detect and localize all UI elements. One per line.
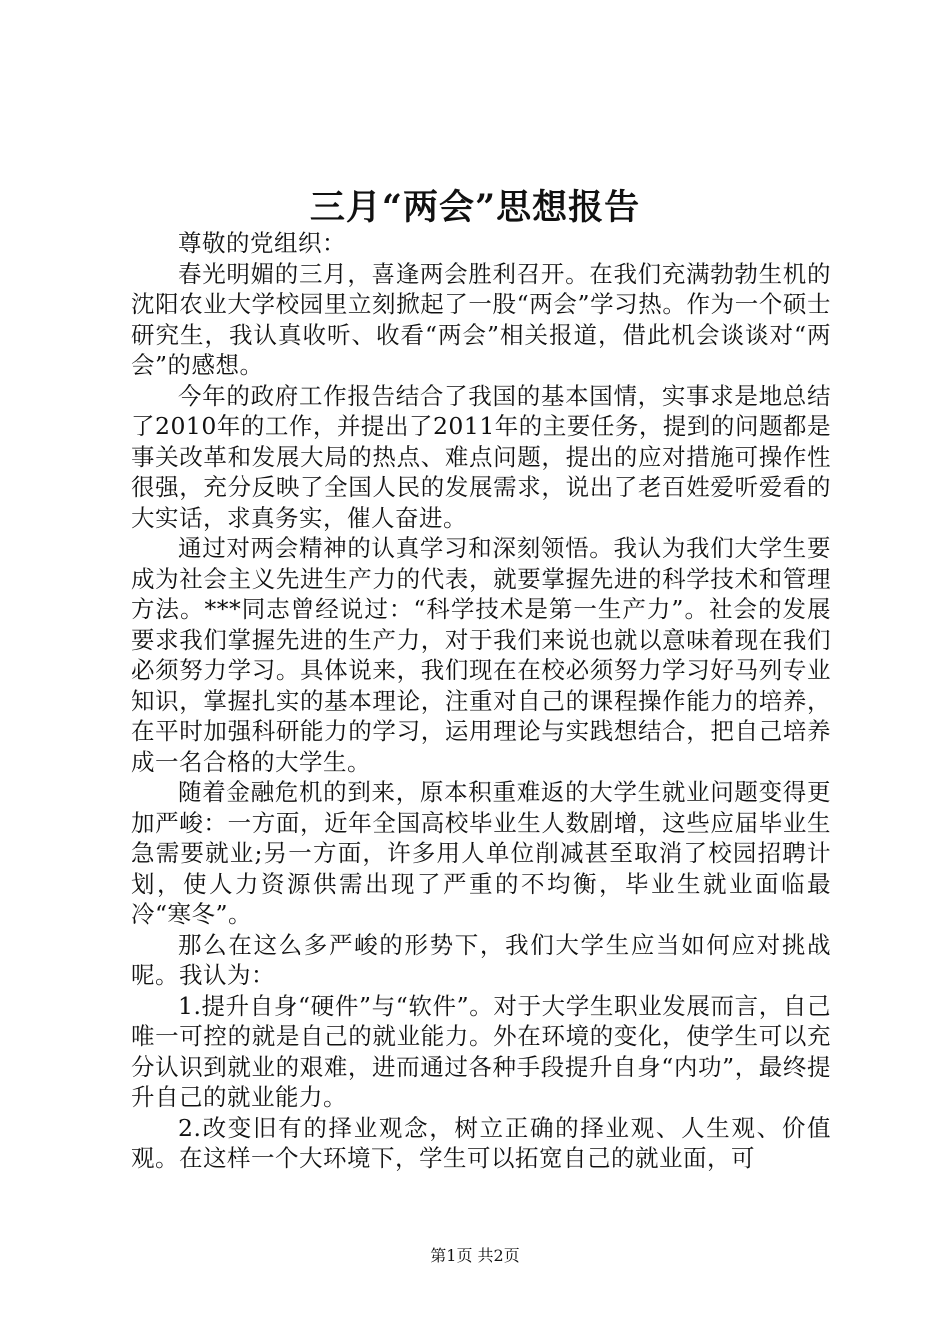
document-title: 三月“两会”思想报告: [309, 187, 641, 228]
paragraph-challenge-question: 那么在这么多严峻的形势下，我们大学生应当如何应对挑战呢。我认为：: [131, 930, 831, 989]
salutation: 尊敬的党组织：: [178, 229, 346, 257]
paragraph-study-reflection: 通过对两会精神的认真学习和深刻领悟。我认为我们大学生要成为社会主义先进生产力的代表，就要掌握先进的科学技术和管理方法。***同志曾经说过：“科学技术是第一生产力”。社会的发展要求我们掌握先进的生产力，对于我们来说也就以意味着现在我们必须努力学习。具体说来，我们现在在校必须努力学习好马列专业知识，掌握扎实的基本理论，注重对自己的课程操作能力的培养，在平时加强科研能力的学习，运用理论与实践想结合，把自己培养成一名合格的大学生。: [131, 534, 831, 776]
paragraph-intro: 春光明媚的三月，喜逢两会胜利召开。在我们充满勃勃生机的沈阳农业大学校园里立刻掀起了一股“两会”学习热。作为一个硕士研究生，我认真收听、收看“两会”相关报道，借此机会谈谈对“两会”的感想。: [131, 259, 831, 379]
paragraph-point-2: 2.改变旧有的择业观念，树立正确的择业观、人生观、价值观。在这样一个大环境下，学生可以拓宽自己的就业面，可: [131, 1113, 831, 1172]
paragraph-point-1: 1.提升自身“硬件”与“软件”。对于大学生职业发展而言，自己唯一可控的就是自己的就业能力。外在环境的变化，使学生可以充分认识到就业的艰难，进而通过各种手段提升自身“内功”，最终提升自己的就业能力。: [131, 991, 831, 1111]
paragraph-government-report: 今年的政府工作报告结合了我国的基本国情，实事求是地总结了2010年的工作，并提出了2011年的主要任务，提到的问题都是事关改革和发展大局的热点、难点问题，提出的应对措施可操作性很强，充分反映了全国人民的发展需求，说出了老百姓爱听爱看的大实话，求真务实，催人奋进。: [131, 381, 831, 532]
page-footer: 第1页 共2页: [430, 1246, 520, 1265]
document-body: [131, 228, 831, 1174]
paragraph-employment-situation: 随着金融危机的到来，原本积重难返的大学生就业问题变得更加严峻：一方面，近年全国高校毕业生人数剧增，这些应届毕业生急需要就业;另一方面，许多用人单位削减甚至取消了校园招聘计划，使人力资源供需出现了严重的不均衡，毕业生就业面临最冷“寒冬”。: [131, 778, 831, 928]
